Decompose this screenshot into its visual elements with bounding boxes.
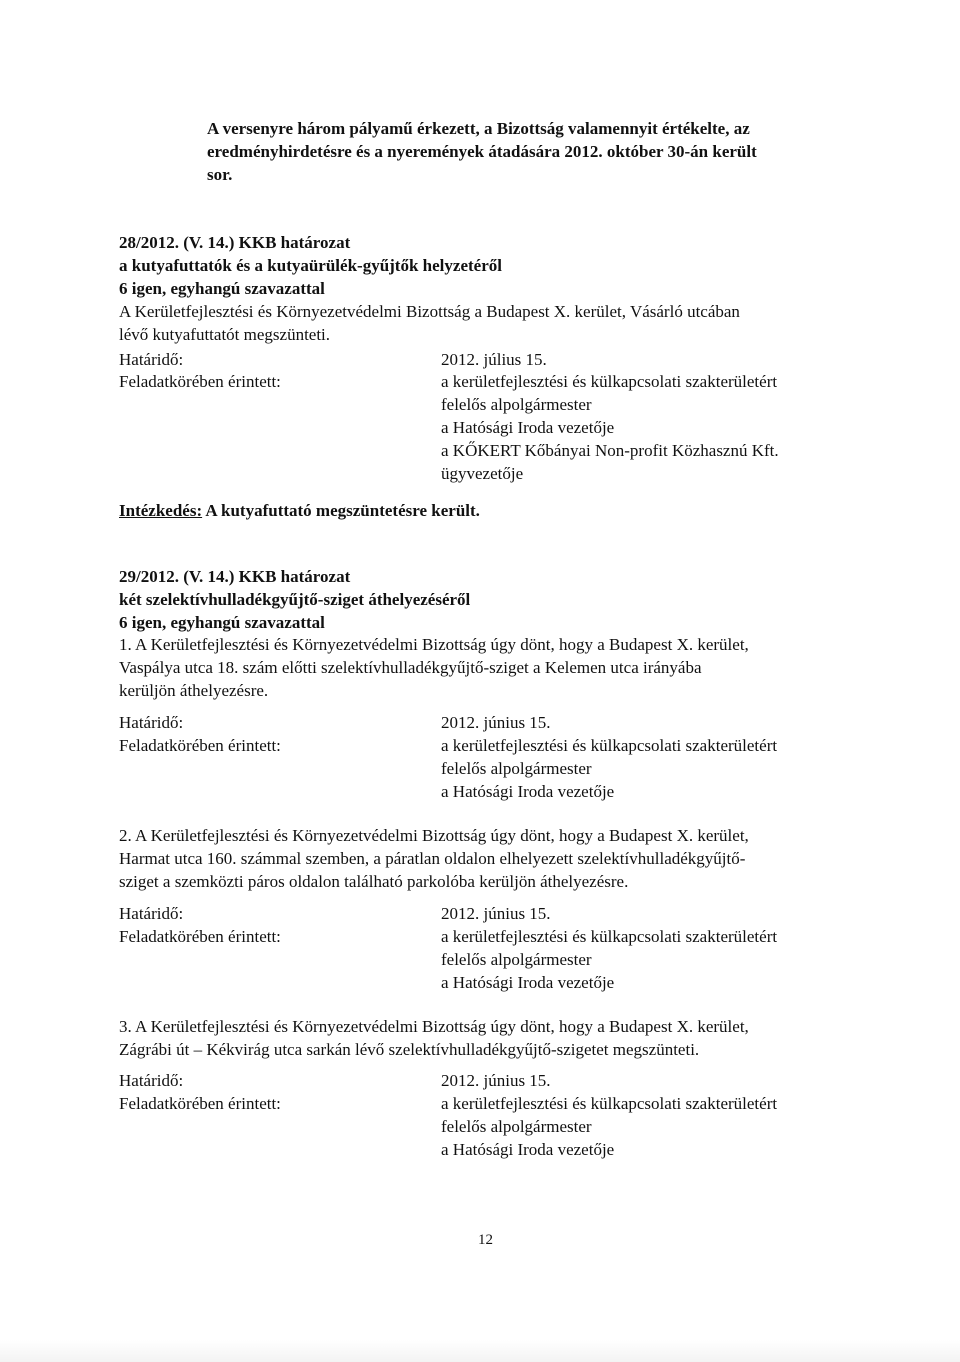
action-line <box>119 500 480 522</box>
deadline-label: Határidő: <box>119 713 184 732</box>
responsible-line: a kerületfejlesztési és külkapcsolati szakterületért <box>441 736 778 755</box>
item-text: kerüljön áthelyezésre. <box>119 681 269 700</box>
resolution-number: 28/2012. (V. 14.) KKB határozat <box>119 233 351 252</box>
scan-edge <box>0 1340 960 1362</box>
responsible-line: felelős alpolgármester <box>441 1117 592 1136</box>
resolution-text: A Kerületfejlesztési és Környezetvédelmi Bizottság a Budapest X. kerület, Vásárló utcában <box>119 302 740 321</box>
responsible-line: a Hatósági Iroda vezetője <box>441 418 615 437</box>
responsible-line: a Hatósági Iroda vezetője <box>441 1140 615 1159</box>
item-text: 1. A Kerületfejlesztési és Környezetvédelmi Bizottság úgy dönt, hogy a Budapest X. kerület, <box>119 635 749 654</box>
item-text: sziget a szemközti páros oldalon található parkolóba kerüljön áthelyezésre. <box>119 872 629 891</box>
deadline-value: 2012. június 15. <box>441 1071 551 1090</box>
resolution-text: lévő kutyafuttatót megszünteti. <box>119 325 331 344</box>
resolution-subject: két szelektívhulladékgyűjtő-sziget áthelyezéséről <box>119 590 471 609</box>
item-text: 3. A Kerületfejlesztési és Környezetvédelmi Bizottság úgy dönt, hogy a Budapest X. kerület, <box>119 1017 749 1036</box>
item-text: Harmat utca 160. számmal szemben, a páratlan oldalon elhelyezett szelektívhulladékgyűjtő- <box>119 849 746 868</box>
resolution-vote: 6 igen, egyhangú szavazattal <box>119 279 325 298</box>
action-text: A kutyafuttató megszüntetésre került. <box>205 501 480 520</box>
responsible-line: a KŐKERT Kőbányai Non-profit Közhasznú Kft. <box>441 441 779 460</box>
responsible-line: a Hatósági Iroda vezetője <box>441 973 615 992</box>
responsible-line: felelős alpolgármester <box>441 759 592 778</box>
item-text: Zágrábi út – Kékvirág utca sarkán lévő szelektívhulladékgyűjtő-szigetet megszünteti. <box>119 1040 700 1059</box>
resolution-number: 29/2012. (V. 14.) KKB határozat <box>119 567 351 586</box>
intro-line: A versenyre három pályamű érkezett, a Bizottság valamennyit értékelte, az <box>207 119 750 138</box>
page-number: 12 <box>478 1232 493 1248</box>
resolution-vote: 6 igen, egyhangú szavazattal <box>119 613 325 632</box>
deadline-label: Határidő: <box>119 904 184 923</box>
intro-line: sor. <box>207 165 233 184</box>
responsible-line: felelős alpolgármester <box>441 950 592 969</box>
responsible-line: ügyvezetője <box>441 464 524 483</box>
responsible-line: a kerületfejlesztési és külkapcsolati szakterületért <box>441 1094 778 1113</box>
deadline-label: Határidő: <box>119 1071 184 1090</box>
responsible-line: a Hatósági Iroda vezetője <box>441 782 615 801</box>
responsible-label: Feladatkörében érintett: <box>119 1094 281 1113</box>
responsible-line: felelős alpolgármester <box>441 395 592 414</box>
responsible-label: Feladatkörében érintett: <box>119 736 281 755</box>
deadline-value: 2012. június 15. <box>441 904 551 923</box>
responsible-label: Feladatkörében érintett: <box>119 372 281 391</box>
responsible-line: a kerületfejlesztési és külkapcsolati szakterületért <box>441 927 778 946</box>
item-text: 2. A Kerületfejlesztési és Környezetvédelmi Bizottság úgy dönt, hogy a Budapest X. kerület, <box>119 826 749 845</box>
deadline-value: 2012. július 15. <box>441 350 547 369</box>
deadline-value: 2012. június 15. <box>441 713 551 732</box>
intro-line: eredményhirdetésre és a nyeremények átadására 2012. október 30-án került <box>207 142 757 161</box>
deadline-label: Határidő: <box>119 350 184 369</box>
resolution-subject: a kutyafuttatók és a kutyaürülék-gyűjtők helyzetéről <box>119 256 502 275</box>
responsible-label: Feladatkörében érintett: <box>119 927 281 946</box>
action-label: Intézkedés: <box>119 501 203 520</box>
responsible-line: a kerületfejlesztési és külkapcsolati szakterületért <box>441 372 778 391</box>
item-text: Vaspálya utca 18. szám előtti szelektívhulladékgyűjtő-sziget a Kelemen utca irányába <box>119 658 702 677</box>
